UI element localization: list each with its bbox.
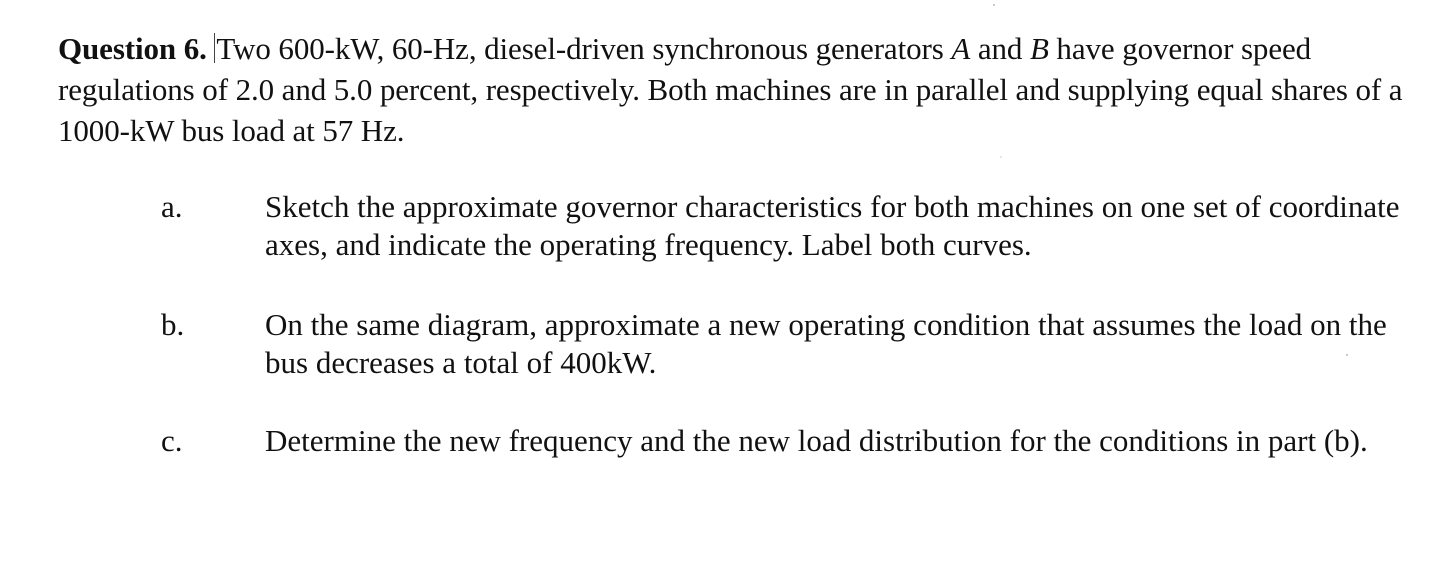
generator-b-label: B	[1029, 31, 1049, 66]
scan-speck	[993, 4, 995, 6]
part-b-marker: b.	[161, 307, 185, 342]
part-a-text: Sketch the approximate governor characteristics for both machines on one set of coordinate axes, and indicate the operating frequency. Label both curves.	[265, 189, 1400, 262]
part-a-marker: a.	[161, 189, 183, 224]
question-statement	[58, 28, 1418, 151]
question-text-part-3: have governor speed regulations of 2.0 and 5.0 percent, respectively. Both machines are in parallel and supplying equal shares of a 1000-kW bus load at 57 Hz.	[58, 31, 1403, 148]
part-c-text: Determine the new frequency and the new load distribution for the conditions in part (b).	[265, 423, 1368, 458]
scan-speck	[1346, 354, 1348, 356]
question-label: Question 6.	[58, 31, 207, 66]
question-text-part-1: Two 600-kW, 60-Hz, diesel-driven synchronous generators	[216, 31, 952, 66]
part-b-text: On the same diagram, approximate a new operating condition that assumes the load on the bus decreases a total of 400kW.	[265, 307, 1387, 380]
scan-speck	[1000, 156, 1002, 158]
generator-a-label: A	[951, 31, 971, 66]
part-c-marker: c.	[161, 423, 183, 458]
question-text-part-2: and	[970, 31, 1030, 66]
